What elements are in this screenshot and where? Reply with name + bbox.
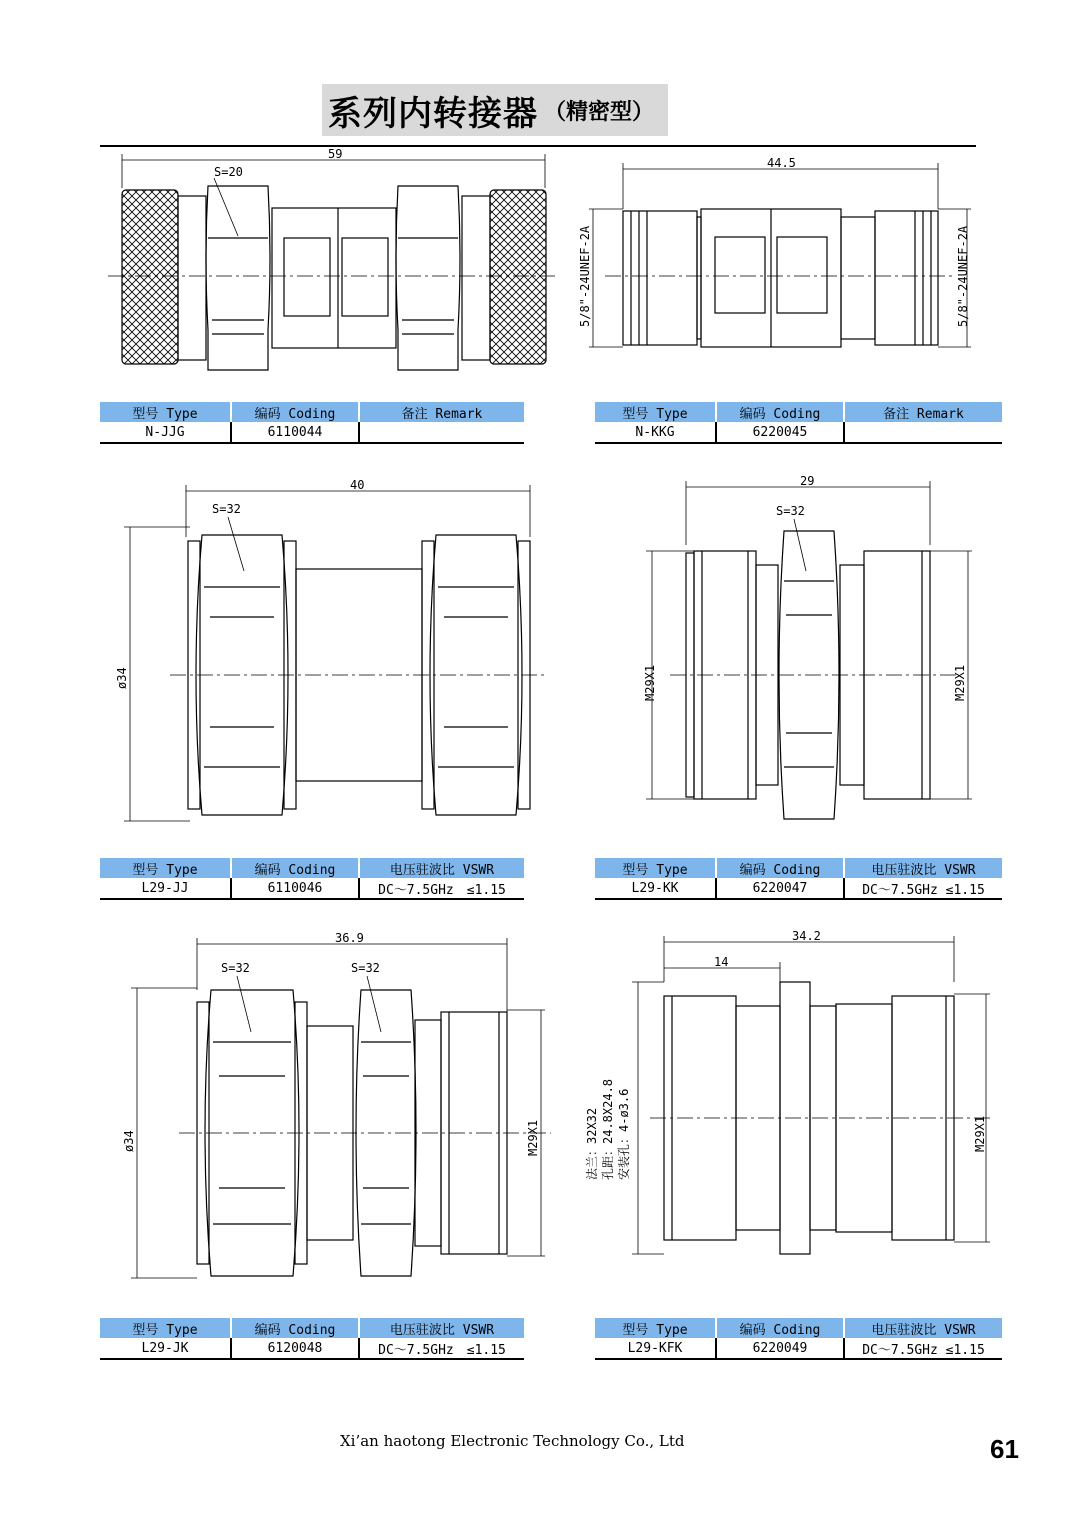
thread-right-l29jk: M29X1 — [526, 1119, 540, 1156]
title-main: 系列内转接器 — [328, 93, 538, 134]
header-vswr: 电压驻波比 VSWR — [359, 1318, 524, 1338]
cell-vswr: DC～7.5GHz ≤1.15 — [359, 1338, 524, 1359]
note-mount: 安装孔：4-ø3.6 — [617, 1088, 631, 1180]
spec-table-l29-jj — [100, 858, 524, 900]
cell-remark — [359, 422, 524, 443]
cell-type: N-JJG — [100, 422, 231, 443]
cell-remark — [844, 422, 1002, 443]
header-remark: 备注 Remark — [844, 402, 1002, 422]
spec-table-l29-kk — [595, 858, 1002, 900]
dim-length-nkkg: 44.5 — [767, 156, 796, 170]
header-coding: 编码 Coding — [716, 1318, 844, 1338]
drawing-n-jjg — [100, 148, 560, 383]
page-title — [322, 84, 668, 136]
title-sub: （精密型） — [544, 99, 655, 125]
drawing-l29-kk — [630, 475, 980, 835]
spec-table-n-jjg — [100, 402, 524, 444]
cell-vswr: DC～7.5GHz ≤1.15 — [844, 1338, 1002, 1359]
dim-hex-l29jj: S=32 — [212, 502, 241, 516]
spec-table-l29-jk — [100, 1318, 524, 1360]
footer-company: Xi’an haotong Electronic Technology Co., Ltd — [340, 1432, 685, 1450]
drawing-l29-jk — [115, 930, 555, 1285]
cell-type: L29-KK — [595, 878, 716, 899]
dim-length-l29kfk: 34.2 — [792, 930, 821, 943]
cell-type: L29-JK — [100, 1338, 231, 1359]
header-vswr: 电压驻波比 VSWR — [844, 858, 1002, 878]
cell-vswr: DC～7.5GHz ≤1.15 — [359, 878, 524, 899]
note-flange: 法兰：32X32 — [585, 1107, 599, 1180]
cell-coding: 6220047 — [716, 878, 844, 899]
header-coding: 编码 Coding — [716, 858, 844, 878]
dim-hex-b-l29jk: S=32 — [351, 961, 380, 975]
dim-length-njjg: 59 — [328, 148, 343, 161]
header-type: 型号 Type — [100, 402, 231, 422]
header-type: 型号 Type — [595, 1318, 716, 1338]
cell-coding: 6220049 — [716, 1338, 844, 1359]
header-coding: 编码 Coding — [231, 858, 359, 878]
drawing-l29-kfk — [580, 930, 1000, 1260]
thread-right-nkkg: 5/8"-24UNEF-2A — [956, 225, 970, 327]
cell-type: N-KKG — [595, 422, 716, 443]
thread-left-l29kk: M29X1 — [643, 664, 657, 701]
note-hole: 孔距：24.8X24.8 — [601, 1078, 615, 1180]
header-remark: 备注 Remark — [359, 402, 524, 422]
cell-type: L29-JJ — [100, 878, 231, 899]
dim-hex-l29kk: S=32 — [776, 504, 805, 518]
cell-vswr: DC～7.5GHz ≤1.15 — [844, 878, 1002, 899]
spec-table-l29-kfk — [595, 1318, 1002, 1360]
cell-coding: 6110046 — [231, 878, 359, 899]
thread-right-l29kfk: M29X1 — [973, 1115, 987, 1152]
drawing-l29-jj — [110, 475, 550, 835]
dim-offset-l29kfk: 14 — [714, 955, 729, 969]
dim-length-l29jj: 40 — [350, 478, 365, 492]
header-vswr: 电压驻波比 VSWR — [844, 1318, 1002, 1338]
dim-dia-l29jk: ø34 — [122, 1130, 136, 1152]
cell-type: L29-KFK — [595, 1338, 716, 1359]
title-rule — [100, 145, 976, 147]
dim-length-l29kk: 29 — [800, 475, 815, 488]
drawing-n-kkg — [575, 155, 995, 360]
thread-right-l29kk: M29X1 — [953, 664, 967, 701]
header-type: 型号 Type — [595, 858, 716, 878]
header-vswr: 电压驻波比 VSWR — [359, 858, 524, 878]
header-type: 型号 Type — [595, 402, 716, 422]
thread-left-nkkg: 5/8"-24UNEF-2A — [578, 225, 592, 327]
spec-table-n-kkg — [595, 402, 1002, 444]
header-coding: 编码 Coding — [716, 402, 844, 422]
header-type: 型号 Type — [100, 858, 231, 878]
cell-coding: 6220045 — [716, 422, 844, 443]
dim-hex-njjg: S=20 — [214, 165, 243, 179]
cell-coding: 6120048 — [231, 1338, 359, 1359]
cell-coding: 6110044 — [231, 422, 359, 443]
header-type: 型号 Type — [100, 1318, 231, 1338]
page-number: 61 — [990, 1434, 1019, 1464]
dim-hex-a-l29jk: S=32 — [221, 961, 250, 975]
header-coding: 编码 Coding — [231, 1318, 359, 1338]
dim-dia-l29jj: ø34 — [115, 667, 129, 689]
dim-length-l29jk: 36.9 — [335, 931, 364, 945]
header-coding: 编码 Coding — [231, 402, 359, 422]
